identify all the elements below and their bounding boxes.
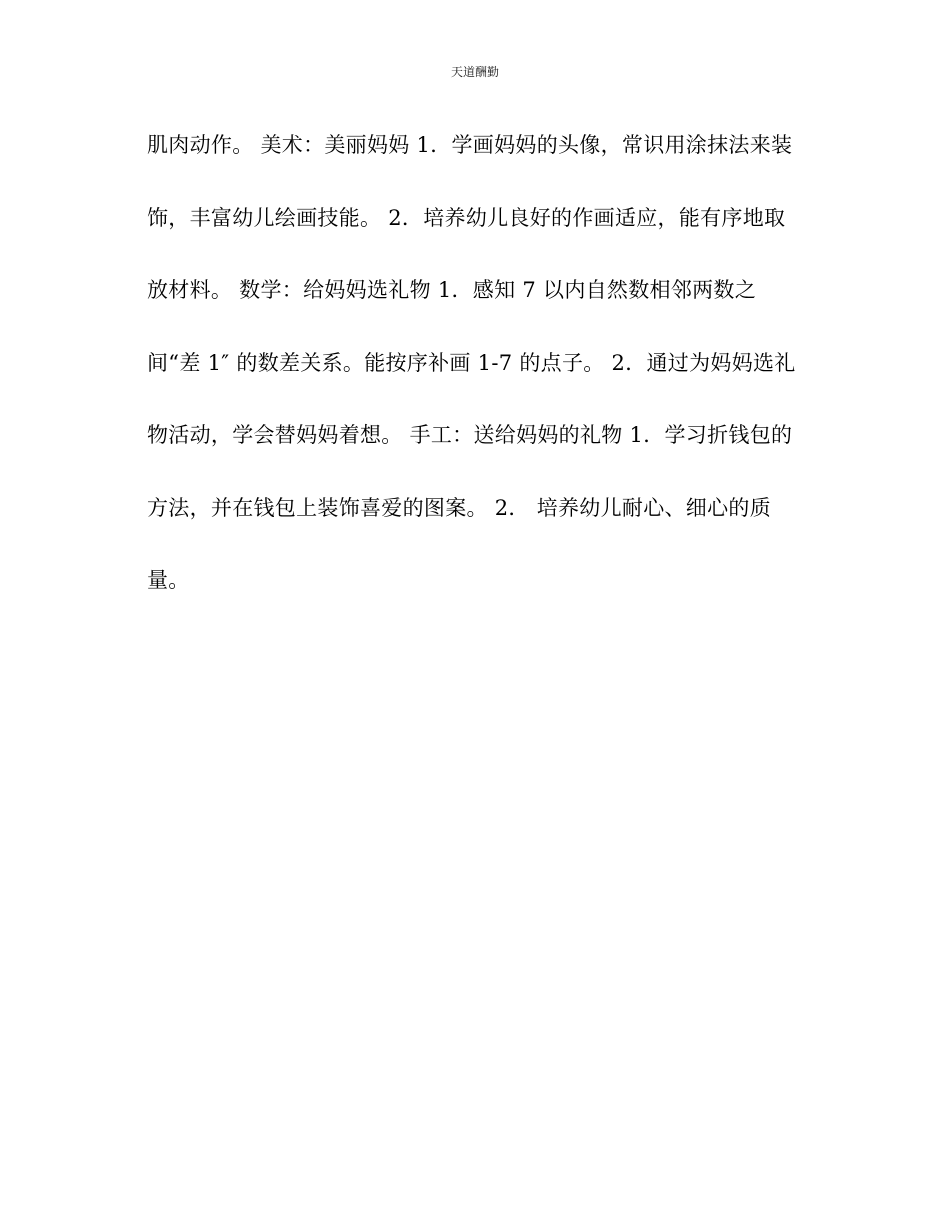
- text-line: 饰，丰富幼儿绘画技能。 2．培养幼儿良好的作画适应，能有序地取: [147, 205, 786, 230]
- page-header: 天道酬勤: [450, 65, 499, 79]
- text-line: 间“差 1″ 的数差关系。能按序补画 1-7 的点子。 2．通过为妈妈选礼: [147, 350, 796, 375]
- text-line: 物活动，学会替妈妈着想。 手工：送给妈妈的礼物 1．学习折钱包的: [147, 423, 793, 447]
- text-line: 方法，并在钱包上装饰喜爱的图案。 2． 培养幼儿耐心、细心的质: [147, 495, 772, 520]
- text-line: 放材料。 数学：给妈妈选礼物 1．感知 7 以内自然数相邻两数之: [147, 278, 757, 302]
- body-text: [147, 121, 807, 629]
- text-line: 量。: [147, 568, 190, 592]
- text-line: 肌肉动作。 美术：美丽妈妈 1．学画妈妈的头像，常识用涂抹法来装: [147, 133, 793, 157]
